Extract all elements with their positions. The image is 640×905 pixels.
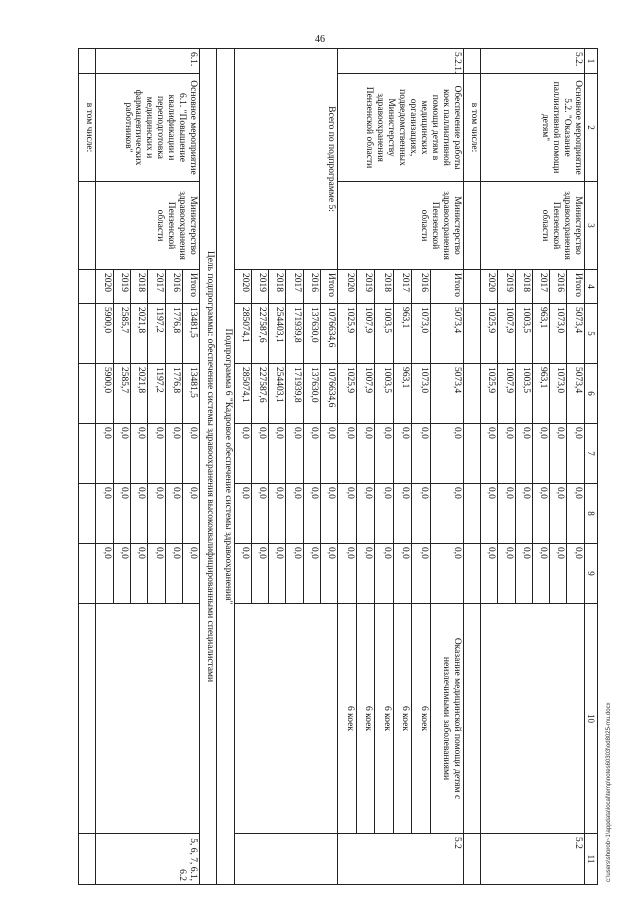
- value-cell: 0,0: [96, 484, 113, 544]
- value-cell: 0,0: [375, 424, 394, 484]
- year-cell: 2016: [412, 270, 431, 304]
- value-cell: 0,0: [182, 484, 199, 544]
- col-header: 7: [584, 424, 597, 484]
- value-cell: 0,0: [532, 544, 549, 604]
- value-cell: 0,0: [148, 424, 165, 484]
- table-row: [430, 49, 463, 885]
- value-cell: 1776,8: [165, 364, 182, 424]
- indicator-ref: 5.2: [338, 834, 464, 885]
- measure-title: Основное мероприятие 6.1. "Повышение квалификации и переподготовка медицинских и фармацевтических работников": [96, 74, 200, 182]
- empty-cell: [79, 604, 96, 834]
- table-row: [463, 49, 480, 885]
- value-cell: 1007,9: [356, 364, 375, 424]
- col-header: 4: [584, 270, 597, 304]
- value-cell: 1076634,6: [320, 304, 337, 364]
- subprogram-heading: Подпрограмма 6 "Кадровое обеспечение системы здравоохранения": [217, 49, 234, 885]
- row-number: 5.2.1.: [338, 49, 464, 74]
- value-cell: 0,0: [286, 544, 303, 604]
- footer-file-path: c:\users\shorob~1\appdata\local\temp\notes60303\od8025-mu.docx: [606, 702, 612, 882]
- value-cell: 0,0: [131, 424, 148, 484]
- result-cell: [96, 604, 200, 834]
- value-cell: 0,0: [96, 544, 113, 604]
- value-cell: 0,0: [113, 484, 130, 544]
- result-cell: [481, 604, 585, 834]
- year-cell: 2019: [356, 270, 375, 304]
- empty-cell: [79, 270, 96, 304]
- col-header: 11: [584, 834, 597, 885]
- value-cell: 227587,6: [251, 364, 268, 424]
- value-cell: 0,0: [165, 484, 182, 544]
- empty-cell: [463, 270, 480, 304]
- value-cell: 0,0: [303, 544, 320, 604]
- empty-cell: [79, 484, 96, 544]
- value-cell: 0,0: [148, 544, 165, 604]
- value-cell: 963,1: [393, 364, 412, 424]
- year-cell: 2019: [113, 270, 130, 304]
- col-header: 9: [584, 544, 597, 604]
- value-cell: 1003,5: [375, 364, 394, 424]
- empty-cell: [79, 544, 96, 604]
- value-cell: 1025,9: [338, 364, 357, 424]
- value-cell: 0,0: [412, 484, 431, 544]
- rotated-table-sheet: [78, 48, 598, 884]
- col-header: 2: [584, 74, 597, 182]
- including-label: в том числе:: [79, 74, 96, 182]
- empty-cell: [234, 604, 338, 834]
- empty-cell: [79, 424, 96, 484]
- value-cell: 0,0: [286, 424, 303, 484]
- col-header: 1: [584, 49, 597, 74]
- value-cell: 0,0: [234, 484, 251, 544]
- value-cell: 5900,0: [96, 364, 113, 424]
- table-row: [200, 49, 217, 885]
- value-cell: 0,0: [320, 484, 337, 544]
- value-cell: 1197,2: [148, 364, 165, 424]
- col-header: 8: [584, 484, 597, 544]
- value-cell: 5900,0: [96, 304, 113, 364]
- value-cell: 0,0: [131, 544, 148, 604]
- value-cell: 13481,5: [182, 304, 199, 364]
- value-cell: 0,0: [356, 544, 375, 604]
- value-cell: 1073,0: [412, 304, 431, 364]
- year-cell: Итого: [182, 270, 199, 304]
- year-cell: Итого: [430, 270, 463, 304]
- value-cell: 1007,9: [356, 304, 375, 364]
- year-cell: 2020: [96, 270, 113, 304]
- year-cell: Итого: [567, 270, 584, 304]
- value-cell: 171939,8: [286, 304, 303, 364]
- value-cell: 1073,0: [550, 364, 567, 424]
- subprogram-total-label: Всего по подпрограмме 5:: [234, 49, 338, 270]
- value-cell: 0,0: [430, 544, 463, 604]
- result-value: 6 коек: [412, 604, 431, 834]
- empty-cell: [463, 834, 480, 885]
- value-cell: 0,0: [550, 484, 567, 544]
- value-cell: 0,0: [375, 484, 394, 544]
- value-cell: 0,0: [393, 484, 412, 544]
- year-cell: 2017: [393, 270, 412, 304]
- value-cell: 0,0: [303, 424, 320, 484]
- value-cell: 0,0: [567, 484, 584, 544]
- empty-cell: [463, 182, 480, 270]
- value-cell: 2585,7: [113, 364, 130, 424]
- value-cell: 1025,9: [481, 364, 498, 424]
- value-cell: 137630,0: [303, 304, 320, 364]
- table-row: [79, 49, 96, 885]
- value-cell: 2021,8: [131, 304, 148, 364]
- value-cell: 1007,9: [498, 364, 515, 424]
- year-cell: 2019: [498, 270, 515, 304]
- year-cell: 2019: [251, 270, 268, 304]
- empty-cell: [79, 304, 96, 364]
- value-cell: 137630,0: [303, 364, 320, 424]
- value-cell: 1025,9: [481, 304, 498, 364]
- value-cell: 0,0: [338, 484, 357, 544]
- empty-cell: [463, 544, 480, 604]
- empty-cell: [463, 424, 480, 484]
- value-cell: 0,0: [234, 424, 251, 484]
- year-cell: 2020: [338, 270, 357, 304]
- value-cell: 1776,8: [165, 304, 182, 364]
- value-cell: 0,0: [338, 544, 357, 604]
- result-heading: Оказание медицинской помощи детям с неизлечимыми заболеваниями: [430, 604, 463, 834]
- value-cell: 0,0: [251, 484, 268, 544]
- value-cell: 0,0: [96, 424, 113, 484]
- executor: Министерство здравоохранения Пензенской области: [338, 182, 464, 270]
- value-cell: 0,0: [498, 424, 515, 484]
- program-table: [78, 48, 598, 885]
- value-cell: 0,0: [481, 424, 498, 484]
- year-cell: 2018: [131, 270, 148, 304]
- empty-cell: [463, 304, 480, 364]
- result-value: 6 коек: [393, 604, 412, 834]
- result-value: 6 коек: [338, 604, 357, 834]
- value-cell: 1197,2: [148, 304, 165, 364]
- page-number: 46: [315, 34, 325, 45]
- value-cell: 0,0: [567, 424, 584, 484]
- result-value: 6 коек: [375, 604, 394, 834]
- table-row: [567, 49, 584, 885]
- empty-cell: [463, 604, 480, 834]
- subprogram-goal: Цель подпрограммы: обеспечение системы здравоохранения высококвалифицированными специалистами: [200, 49, 217, 885]
- empty-cell: [79, 364, 96, 424]
- value-cell: 1073,0: [550, 304, 567, 364]
- row-number: 5.2.: [481, 49, 585, 74]
- value-cell: 13481,5: [182, 364, 199, 424]
- measure-title: Обеспечение работы коек паллиативной помощи детям в медицинских организациях, подведомственных Министерству здравоохранения Пензенской области: [338, 74, 464, 182]
- year-cell: 2016: [303, 270, 320, 304]
- value-cell: 1003,5: [375, 304, 394, 364]
- executor: Министерство здравоохранения Пензенской области: [481, 182, 585, 270]
- empty-cell: [79, 182, 96, 270]
- value-cell: 227587,6: [251, 304, 268, 364]
- value-cell: 171939,8: [286, 364, 303, 424]
- value-cell: 0,0: [338, 424, 357, 484]
- value-cell: 0,0: [412, 424, 431, 484]
- value-cell: 5073,4: [430, 364, 463, 424]
- year-cell: 2017: [286, 270, 303, 304]
- value-cell: 1003,5: [515, 304, 532, 364]
- value-cell: 0,0: [131, 484, 148, 544]
- value-cell: 0,0: [515, 424, 532, 484]
- value-cell: 0,0: [113, 424, 130, 484]
- year-cell: 2018: [375, 270, 394, 304]
- value-cell: 2585,7: [113, 304, 130, 364]
- col-header: 5: [584, 304, 597, 364]
- value-cell: 0,0: [430, 484, 463, 544]
- value-cell: 0,0: [286, 484, 303, 544]
- value-cell: 0,0: [532, 424, 549, 484]
- value-cell: 0,0: [269, 544, 286, 604]
- table-row: [182, 49, 199, 885]
- value-cell: 0,0: [356, 424, 375, 484]
- value-cell: 285074,1: [234, 304, 251, 364]
- empty-cell: [463, 49, 480, 74]
- empty-cell: [463, 364, 480, 424]
- value-cell: 0,0: [550, 424, 567, 484]
- row-number: 6.1.: [96, 49, 200, 74]
- year-cell: 2017: [148, 270, 165, 304]
- empty-cell: [234, 834, 338, 885]
- value-cell: 0,0: [269, 484, 286, 544]
- value-cell: 0,0: [113, 544, 130, 604]
- executor: Министерство здравоохранения Пензенской области: [96, 182, 200, 270]
- value-cell: 0,0: [303, 484, 320, 544]
- value-cell: 0,0: [269, 424, 286, 484]
- value-cell: 0,0: [182, 424, 199, 484]
- measure-title: Основное мероприятие 5.2. "Оказание паллиативной помощи детям": [481, 74, 585, 182]
- value-cell: 0,0: [498, 544, 515, 604]
- including-label: в том числе:: [463, 74, 480, 182]
- result-value: 6 коек: [356, 604, 375, 834]
- value-cell: 1003,5: [515, 364, 532, 424]
- value-cell: 0,0: [393, 544, 412, 604]
- year-cell: 2018: [515, 270, 532, 304]
- year-cell: 2018: [269, 270, 286, 304]
- value-cell: 0,0: [498, 484, 515, 544]
- header-row: [584, 49, 597, 885]
- value-cell: 0,0: [234, 544, 251, 604]
- value-cell: 0,0: [430, 424, 463, 484]
- value-cell: 254403,1: [269, 364, 286, 424]
- value-cell: 0,0: [481, 544, 498, 604]
- value-cell: 0,0: [515, 484, 532, 544]
- value-cell: 5073,4: [567, 364, 584, 424]
- value-cell: 1076634,6: [320, 364, 337, 424]
- col-header: 10: [584, 604, 597, 834]
- table-row: [320, 49, 337, 885]
- value-cell: 1007,9: [498, 304, 515, 364]
- value-cell: 1073,0: [412, 364, 431, 424]
- value-cell: 1025,9: [338, 304, 357, 364]
- value-cell: 0,0: [393, 424, 412, 484]
- value-cell: 0,0: [320, 544, 337, 604]
- value-cell: 5073,4: [430, 304, 463, 364]
- value-cell: 0,0: [375, 544, 394, 604]
- value-cell: 0,0: [412, 544, 431, 604]
- empty-cell: [79, 834, 96, 885]
- year-cell: 2016: [165, 270, 182, 304]
- value-cell: 0,0: [182, 544, 199, 604]
- value-cell: 0,0: [251, 424, 268, 484]
- value-cell: 0,0: [356, 484, 375, 544]
- value-cell: 0,0: [165, 544, 182, 604]
- indicator-ref: 5.2: [481, 834, 585, 885]
- year-cell: Итого: [320, 270, 337, 304]
- empty-cell: [79, 49, 96, 74]
- table-row: [217, 49, 234, 885]
- value-cell: 285074,1: [234, 364, 251, 424]
- value-cell: 0,0: [515, 544, 532, 604]
- year-cell: 2020: [234, 270, 251, 304]
- value-cell: 0,0: [251, 544, 268, 604]
- value-cell: 0,0: [165, 424, 182, 484]
- value-cell: 0,0: [532, 484, 549, 544]
- col-header: 3: [584, 182, 597, 270]
- value-cell: 2021,8: [131, 364, 148, 424]
- value-cell: 0,0: [481, 484, 498, 544]
- value-cell: 963,1: [532, 364, 549, 424]
- year-cell: 2016: [550, 270, 567, 304]
- value-cell: 5073,4: [567, 304, 584, 364]
- value-cell: 0,0: [567, 544, 584, 604]
- value-cell: 963,1: [532, 304, 549, 364]
- year-cell: 2017: [532, 270, 549, 304]
- value-cell: 254403,1: [269, 304, 286, 364]
- col-header: 6: [584, 364, 597, 424]
- value-cell: 0,0: [550, 544, 567, 604]
- indicator-ref: 5, 6, 7, 6.1, 6.2: [96, 834, 200, 885]
- value-cell: 0,0: [148, 484, 165, 544]
- year-cell: 2020: [481, 270, 498, 304]
- empty-cell: [463, 484, 480, 544]
- value-cell: 0,0: [320, 424, 337, 484]
- value-cell: 963,1: [393, 304, 412, 364]
